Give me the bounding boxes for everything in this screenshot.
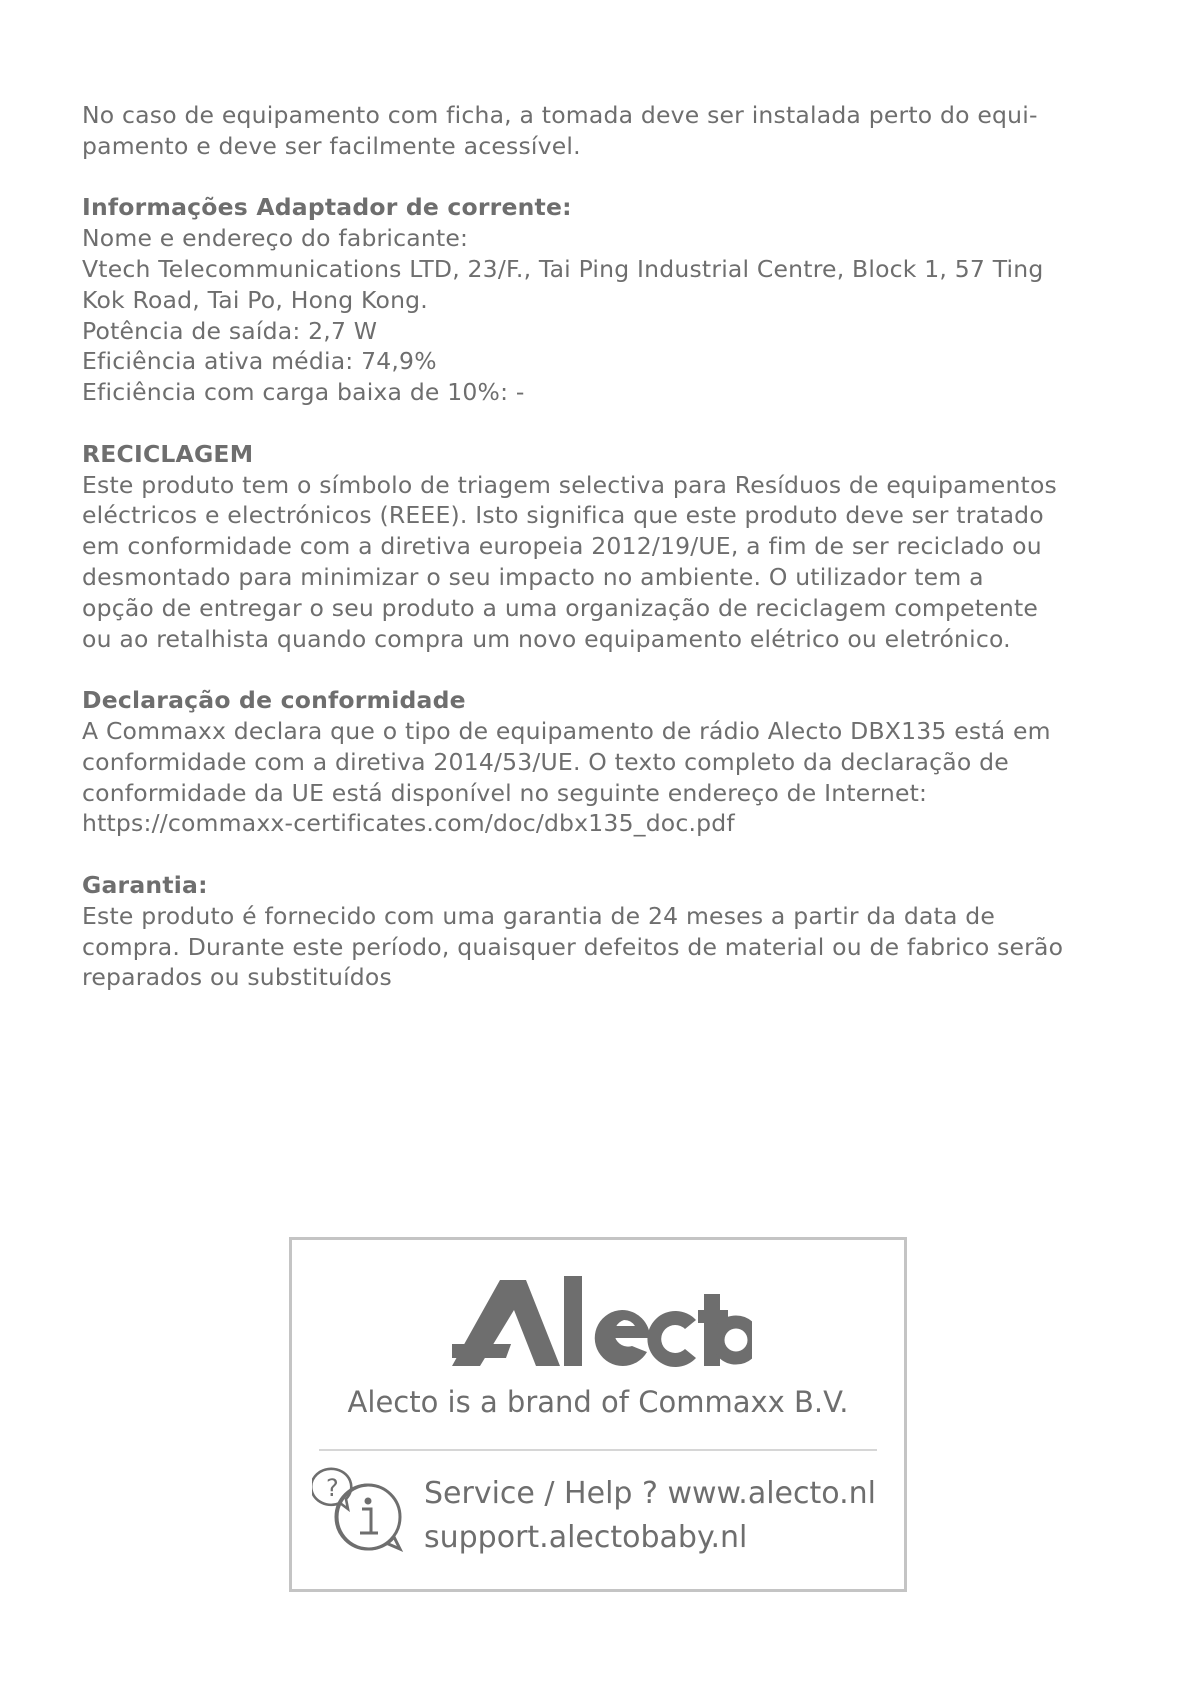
divider [319, 1449, 877, 1451]
warranty-section [82, 870, 1122, 993]
help-info-icon [312, 1465, 404, 1555]
alecto-logo [452, 1270, 752, 1370]
recycling-line: em conformidade com a diretiva europeia 2012/19/UE, a fim de ser reciclado ou [82, 532, 1042, 561]
conformity-url[interactable]: https://commaxx-certificates.com/doc/dbx135_doc.pdf [82, 809, 735, 838]
brand-box [289, 1237, 907, 1592]
warranty-line: Este produto é fornecido com uma garantia de 24 meses a partir da data de [82, 901, 996, 930]
conformity-line: conformidade da UE está disponível no seguinte endereço de Internet: [82, 778, 928, 807]
warranty-line: compra. Durante este período, quaisquer defeitos de material ou de fabrico serão [82, 932, 1064, 961]
adapter-section [82, 192, 1122, 408]
recycling-heading: RECICLAGEM [82, 439, 254, 468]
adapter-line: Kok Road, Tai Po, Hong Kong. [82, 285, 428, 314]
intro-paragraph [82, 100, 1122, 162]
intro-line: No caso de equipamento com ficha, a tomada deve ser instalada perto do equi- [82, 101, 1038, 129]
adapter-line: Potência de saída: 2,7 W [82, 316, 378, 345]
service-text [424, 1472, 876, 1560]
document-body [82, 100, 1122, 993]
conformity-heading: Declaração de conformidade [82, 686, 466, 715]
warranty-heading: Garantia: [82, 870, 208, 899]
brand-tagline: Alecto is a brand of Commaxx B.V. [347, 1385, 849, 1419]
conformity-line: conformidade com a diretiva 2014/53/UE. O texto completo da declaração de [82, 747, 1009, 776]
adapter-line: Nome e endereço do fabricante: [82, 224, 469, 253]
service-help-link[interactable]: Service / Help ? www.alecto.nl [424, 1476, 876, 1511]
recycling-line: eléctricos e electrónicos (REEE). Isto significa que este produto deve ser tratado [82, 501, 1044, 530]
recycling-line: opção de entregar o seu produto a uma organização de reciclagem competente [82, 593, 1039, 622]
recycling-section [82, 439, 1122, 655]
svg-text:?: ? [326, 1474, 339, 1502]
adapter-heading: Informações Adaptador de corrente: [82, 193, 572, 222]
adapter-line: Eficiência com carga baixa de 10%: - [82, 378, 525, 407]
adapter-line: Vtech Telecommunications LTD, 23/F., Tai Ping Industrial Centre, Block 1, 57 Ting [82, 254, 1044, 283]
recycling-line: ou ao retalhista quando compra um novo equipamento elétrico ou eletrónico. [82, 624, 1011, 653]
warranty-line: reparados ou substituídos [82, 963, 392, 992]
support-link[interactable]: support.alectobaby.nl [424, 1520, 748, 1555]
conformity-section [82, 685, 1122, 839]
recycling-line: Este produto tem o símbolo de triagem selectiva para Resíduos de equipamentos [82, 470, 1057, 499]
conformity-line: A Commaxx declara que o tipo de equipamento de rádio Alecto DBX135 está em [82, 716, 1051, 745]
intro-line: pamento e deve ser facilmente acessível. [82, 131, 581, 160]
adapter-line: Eficiência ativa média: 74,9% [82, 347, 437, 376]
recycling-line: desmontado para minimizar o seu impacto no ambiente. O utilizador tem a [82, 562, 984, 591]
